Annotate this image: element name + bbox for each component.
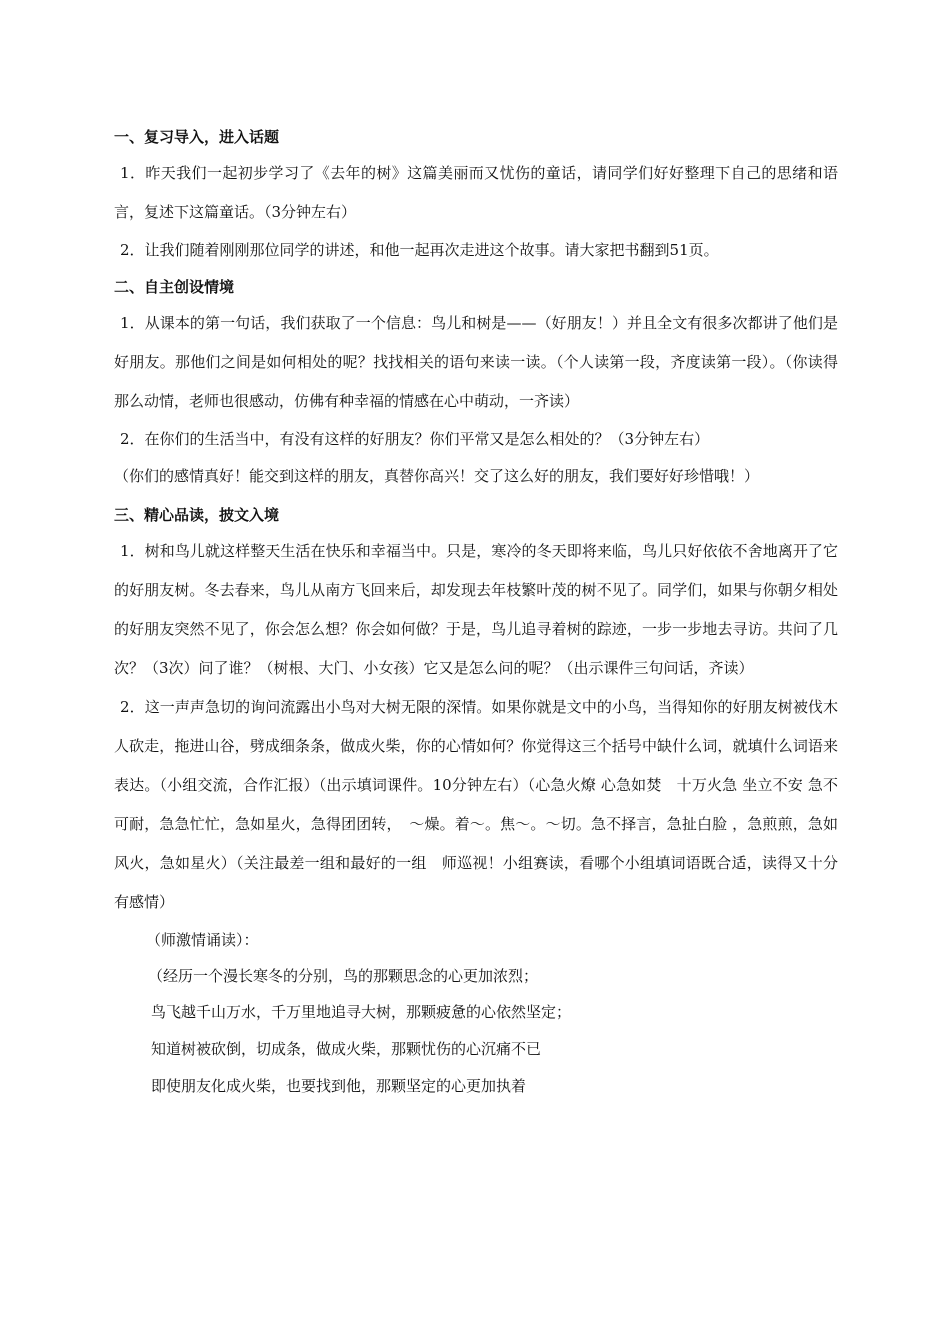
paragraph-review-1: 1．昨天我们一起初步学习了《去年的树》这篇美丽而又忧伤的童话，请同学们好好整理下自己的思绪和语言，复述下这篇童话。（3分钟左右） <box>114 164 838 221</box>
paragraph-reading-2: 2．这一声声急切的询问流露出小鸟对大树无限的深情。如果你就是文中的小鸟，当得知你的好朋友树被伐木人砍走，拖进山谷，劈成细条条，做成火柴，你的心情如何？你觉得这三个括号中缺什么词，就填什么词语来表达。（小组交流，合作汇报）（出示填词课件。10分钟左右）（心急火燎 心急如焚 十万火急 坐立不安 急不可耐，急急忙忙，急如星火，急得团团转， ～燥。着～。焦～。～切。急不择言，急扯白脸 ，急煎煎，急如风火，急如星火）（关注最差一组和最好的一组 师巡视！小组赛读，看哪个小组填词语既合适，读得又十分有感情） <box>114 698 838 911</box>
section-heading-scenario: 二、自主创设情境 <box>114 278 235 296</box>
poem-line-3: 即使朋友化成火柴，也要找到他，那颗坚定的心更加执着 <box>151 1077 527 1095</box>
paragraph-scenario-1: 1．从课本的第一句话，我们获取了一个信息：鸟儿和树是——（好朋友！）并且全文有很多次都讲了他们是好朋友。那他们之间是如何相处的呢？找找相关的语句来读一读。（个人读第一段，齐度读第一段）。（你读得那么动情，老师也很感动，仿佛有种幸福的情感在心中萌动，一齐读） <box>114 314 838 410</box>
paragraph-reading-1: 1．树和鸟儿就这样整天生活在快乐和幸福当中。只是，寒冷的冬天即将来临，鸟儿只好依依不舍地离开了它的好朋友树。冬去春来，鸟儿从南方飞回来后，却发现去年枝繁叶茂的树不见了。同学们，如果与你朝夕相处的好朋友突然不见了，你会怎么想？你会如何做？于是，鸟儿追寻着树的踪迹，一步一步地去寻访。共问了几次？（3次）问了谁？（树根、大门、小女孩）它又是怎么问的呢？（出示课件三句问话，齐读） <box>114 542 838 677</box>
section-heading-review: 一、复习导入，进入话题 <box>114 128 280 146</box>
poem-line-1: 鸟飞越千山万水，千万里地追寻大树，那颗疲惫的心依然坚定； <box>151 1003 572 1021</box>
paragraph-scenario-2: 2．在你们的生活当中，有没有这样的好朋友？你们平常又是怎么相处的？（3分钟左右） <box>120 430 710 448</box>
paragraph-scenario-3: （你们的感情真好！能交到这样的朋友，真替你高兴！交了这么好的朋友，我们要好好珍惜哦！） <box>114 467 760 485</box>
section-heading-reading: 三、精心品读，披文入境 <box>114 506 280 524</box>
poem-line-2: 知道树被砍倒，切成条，做成火柴，那颗忧伤的心沉痛不已 <box>151 1040 542 1058</box>
document-body <box>114 124 838 1105</box>
paragraph-review-2: 2．让我们随着刚刚那位同学的讲述，和他一起再次走进这个故事。请大家把书翻到51页。 <box>120 241 719 259</box>
paragraph-reading-4: （经历一个漫长寒冬的分别，鸟的那颗思念的心更加浓烈； <box>148 967 539 985</box>
paragraph-reading-3: （师激情诵读）： <box>146 931 259 949</box>
